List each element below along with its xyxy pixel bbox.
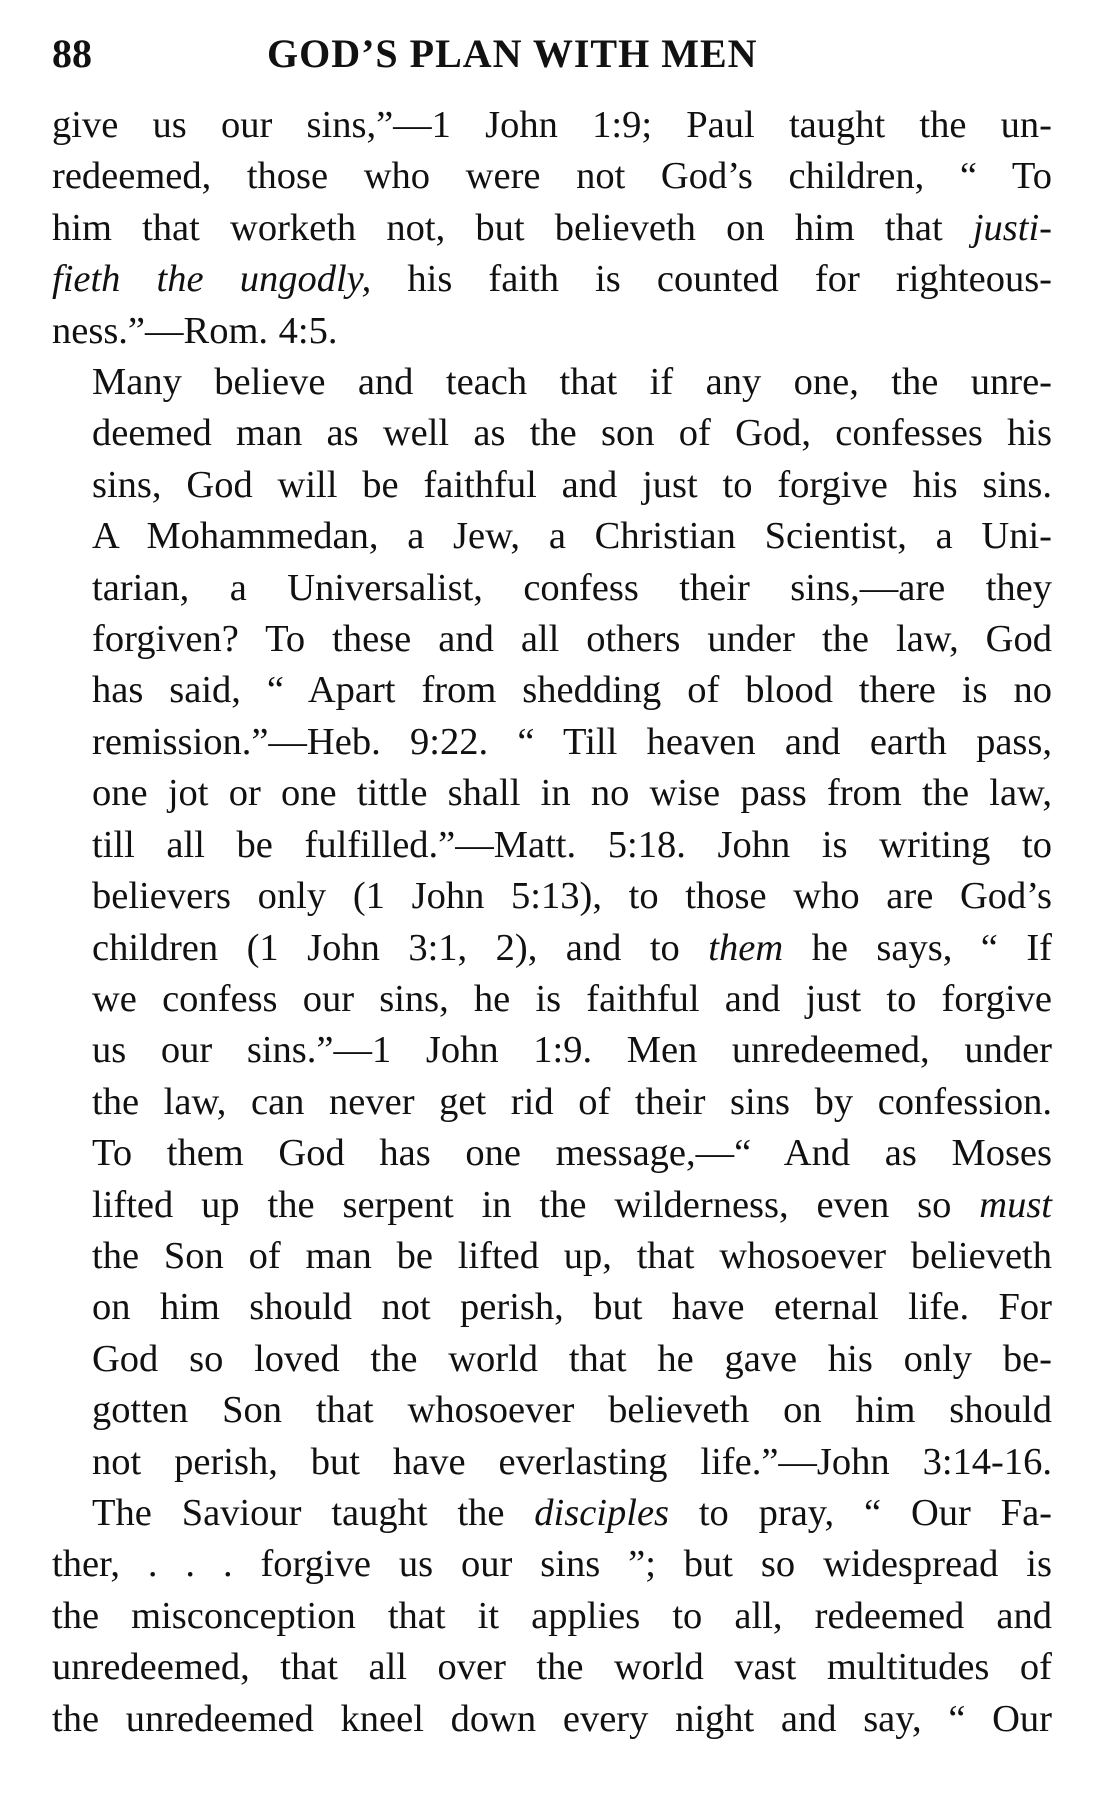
text-line: fieth the ungodly, his faith is counted for righteous- [52, 258, 1053, 301]
text-line: The Saviour taught the disciples to pray, “ Our Fa- [92, 1491, 1053, 1534]
text-line: the Son of man be lifted up, that whosoever believeth [92, 1234, 1052, 1277]
text-line: ness.”—Rom. 4:5. [52, 309, 338, 352]
text-line: one jot or one tittle shall in no wise pass from the law, [92, 772, 1052, 815]
text-line: we confess our sins, he is faithful and just to forgive [92, 977, 1052, 1020]
text-line: unredeemed, that all over the world vast multitudes of [52, 1646, 1052, 1689]
text-line: tarian, a Universalist, confess their sins,—are they [92, 566, 1052, 609]
text-line: redeemed, those who were not God’s children, “ To [52, 155, 1052, 198]
text-line: Many believe and teach that if any one, the unre- [92, 361, 1052, 404]
text-line: gotten Son that whosoever believeth on him should [92, 1389, 1052, 1432]
paragraph-2 [52, 357, 1052, 1488]
text-line: deemed man as well as the son of God, confesses his [92, 412, 1052, 455]
running-title: GOD’S PLAN WITH MEN [267, 31, 758, 76]
text-line: the misconception that it applies to all, redeemed and [52, 1594, 1052, 1637]
text-line: on him should not perish, but have eternal life. For [92, 1286, 1052, 1329]
italic-text: fieth the ungodly, [52, 258, 372, 301]
text-line: the unredeemed kneel down every night and say, “ Our [52, 1697, 1052, 1740]
text-line: us our sins.”—1 John 1:9. Men unredeemed, under [92, 1029, 1052, 1072]
text-line: lifted up the serpent in the wilderness, even so must [92, 1183, 1052, 1226]
italic-text: disciples [534, 1491, 670, 1534]
text-line: A Mohammedan, a Jew, a Christian Scientist, a Uni- [92, 515, 1052, 558]
text-line: remission.”—Heb. 9:22. “ Till heaven and earth pass, [92, 720, 1052, 763]
text-line: not perish, but have everlasting life.”—John 3:14-16. [92, 1440, 1052, 1483]
text-line: till all be fulfilled.”—Matt. 5:18. John is writing to [92, 823, 1052, 866]
body-text [52, 100, 1052, 1745]
text-line: To them God has one message,—“ And as Moses [92, 1132, 1052, 1175]
text-line: ther, . . . forgive us our sins ”; but so widespread is [52, 1543, 1052, 1586]
page-number: 88 [52, 31, 92, 76]
italic-text: must [979, 1183, 1052, 1226]
text-line: forgiven? To these and all others under the law, God [92, 618, 1052, 661]
text-line: believers only (1 John 5:13), to those who are God’s [92, 875, 1052, 918]
text-line: God so loved the world that he gave his only be- [92, 1337, 1052, 1380]
text-line: children (1 John 3:1, 2), and to them he says, “ If [92, 926, 1052, 969]
running-head [52, 30, 1052, 94]
text-line: him that worketh not, but believeth on him that justi- [52, 206, 1052, 249]
book-page [52, 30, 1052, 1745]
text-line: has said, “ Apart from shedding of blood there is no [92, 669, 1052, 712]
text-line: give us our sins,”—1 John 1:9; Paul taught the un- [52, 104, 1052, 146]
paragraph-3 [52, 1488, 1052, 1745]
italic-text: justi- [972, 206, 1052, 249]
paragraph-1 [52, 100, 1052, 357]
italic-text: them [708, 926, 784, 969]
text-line: sins, God will be faithful and just to forgive his sins. [92, 463, 1052, 506]
text-line: the law, can never get rid of their sins by confession. [92, 1080, 1052, 1123]
